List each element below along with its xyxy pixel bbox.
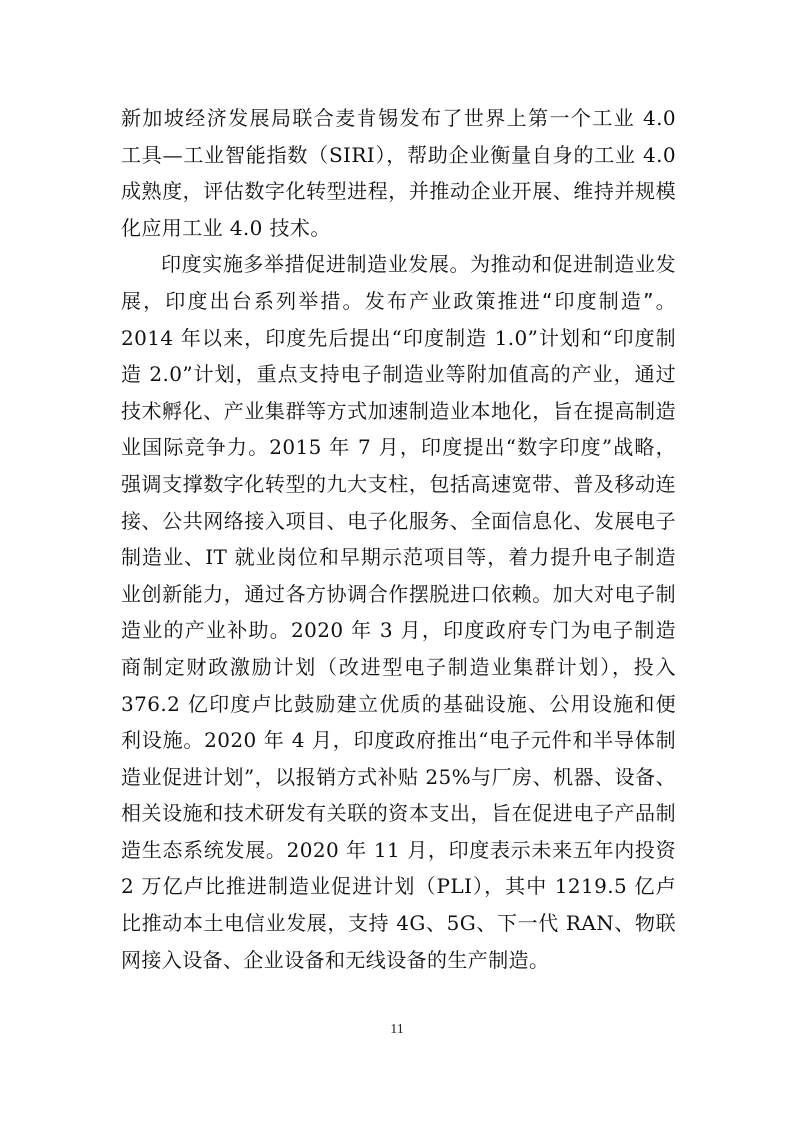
section-heading-india: 印度实施多举措促进制造业发展。 xyxy=(161,252,471,277)
paragraph-india-intro: 为推动和促进制造业发展，印度出台系列举措。 xyxy=(121,252,676,313)
subheading-subsidies: 加大对电子制造业的产业补助。 xyxy=(121,581,677,643)
paragraph-india xyxy=(121,246,676,978)
paragraph-india-policy-text: 2014 年以来，印度先后提出“印度制造 1.0”计划和“印度制造 2.0”计划，重点支持电子制造业等附加值高的产业，通过技术孵化、产业集群等方式加速制造业本地化，旨在提高制造业国际竞争力。2015 年 7 月，印度提出“数字印度”战略，强调支撑数字化转型的九大支柱，包括高速宽带、普及移动连接、公共网络接入项目、电子化服务、全面信息化、发展电子制造业、IT 就业岗位和早期示范项目等，着力提升电子制造业创新能力，通过各方协调合作摆脱进口依赖。 xyxy=(121,325,676,606)
paragraph-india-subsidy-text: 2020 年 3 月，印度政府专门为电子制造商制定财政激励计划（改进型电子制造业集群计划），投入 376.2 亿印度卢比鼓励建立优质的基础设施、公用设施和便利设施。2020 年 4 月，印度政府推出“电子元件和半导体制造业促进计划”，以报销方式补贴 25%与厂房、机器、设备、相关设施和技术研发有关联的资本支出，旨在促进电子产品制造生态系统发展。2020 年 11 月，印度表示未来五年内投资 2 万亿卢比推进制造业促进计划（PLI），其中 1219.5 亿卢比推动本土电信业发展，支持 4G、5G、下一代 RAN、物联网接入设备、企业设备和无线设备的生产制造。 xyxy=(121,618,676,972)
paragraph-siri xyxy=(121,100,676,246)
body-text xyxy=(121,100,676,978)
subheading-make-in-india: 发布产业政策推进“印度制造”。 xyxy=(364,288,676,313)
paragraph-siri-text: 新加坡经济发展局联合麦肯锡发布了世界上第一个工业 4.0 工具—工业智能指数（SIRI），帮助企业衡量自身的工业 4.0 成熟度，评估数字化转型进程，并推动企业开展、维持并规模化应用工业 4.0 技术。 xyxy=(121,106,676,240)
page-number: 11 xyxy=(390,1022,404,1037)
